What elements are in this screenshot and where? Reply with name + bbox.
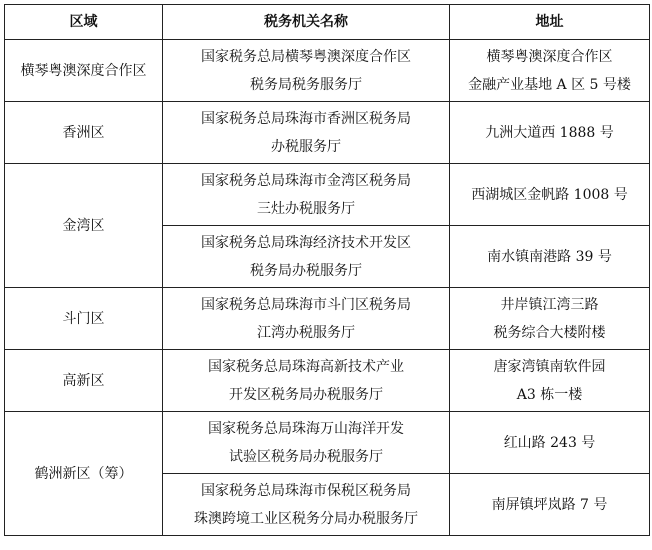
tax-office-table [4,4,650,536]
table-row [5,350,650,412]
office-name-cell: 国家税务总局珠海市保税区税务局 珠澳跨境工业区税务分局办税服务厅 [163,474,450,536]
office-name-cell: 国家税务总局珠海经济技术开发区 税务局办税服务厅 [163,226,450,288]
office-name-cell: 国家税务总局横琴粤澳深度合作区 税务局税务服务厅 [163,40,450,102]
office-name-cell: 国家税务总局珠海市香洲区税务局 办税服务厅 [163,102,450,164]
table-row [5,164,650,226]
table-row [5,102,650,164]
table-row [5,40,650,102]
address-cell: 红山路 243 号 [450,412,650,474]
table-row [5,288,650,350]
address-cell: 井岸镇江湾三路 税务综合大楼附楼 [450,288,650,350]
district-cell: 鹤洲新区（筹） [5,412,163,536]
office-name-cell: 国家税务总局珠海市斗门区税务局 江湾办税服务厅 [163,288,450,350]
address-cell: 九洲大道西 1888 号 [450,102,650,164]
address-cell: 横琴粤澳深度合作区 金融产业基地 A 区 5 号楼 [450,40,650,102]
header-district: 区域 [5,5,163,40]
district-cell: 高新区 [5,350,163,412]
address-cell: 西湖城区金帆路 1008 号 [450,164,650,226]
table-row [5,412,650,474]
address-cell: 唐家湾镇南软件园 A3 栋一楼 [450,350,650,412]
header-row [5,5,650,40]
office-name-cell: 国家税务总局珠海万山海洋开发 试验区税务局办税服务厅 [163,412,450,474]
office-name-cell: 国家税务总局珠海市金湾区税务局 三灶办税服务厅 [163,164,450,226]
district-cell: 金湾区 [5,164,163,288]
office-name-cell: 国家税务总局珠海高新技术产业 开发区税务局办税服务厅 [163,350,450,412]
header-office-name: 税务机关名称 [163,5,450,40]
header-address: 地址 [450,5,650,40]
district-cell: 横琴粤澳深度合作区 [5,40,163,102]
address-cell: 南屏镇坪岚路 7 号 [450,474,650,536]
district-cell: 斗门区 [5,288,163,350]
district-cell: 香洲区 [5,102,163,164]
address-cell: 南水镇南港路 39 号 [450,226,650,288]
